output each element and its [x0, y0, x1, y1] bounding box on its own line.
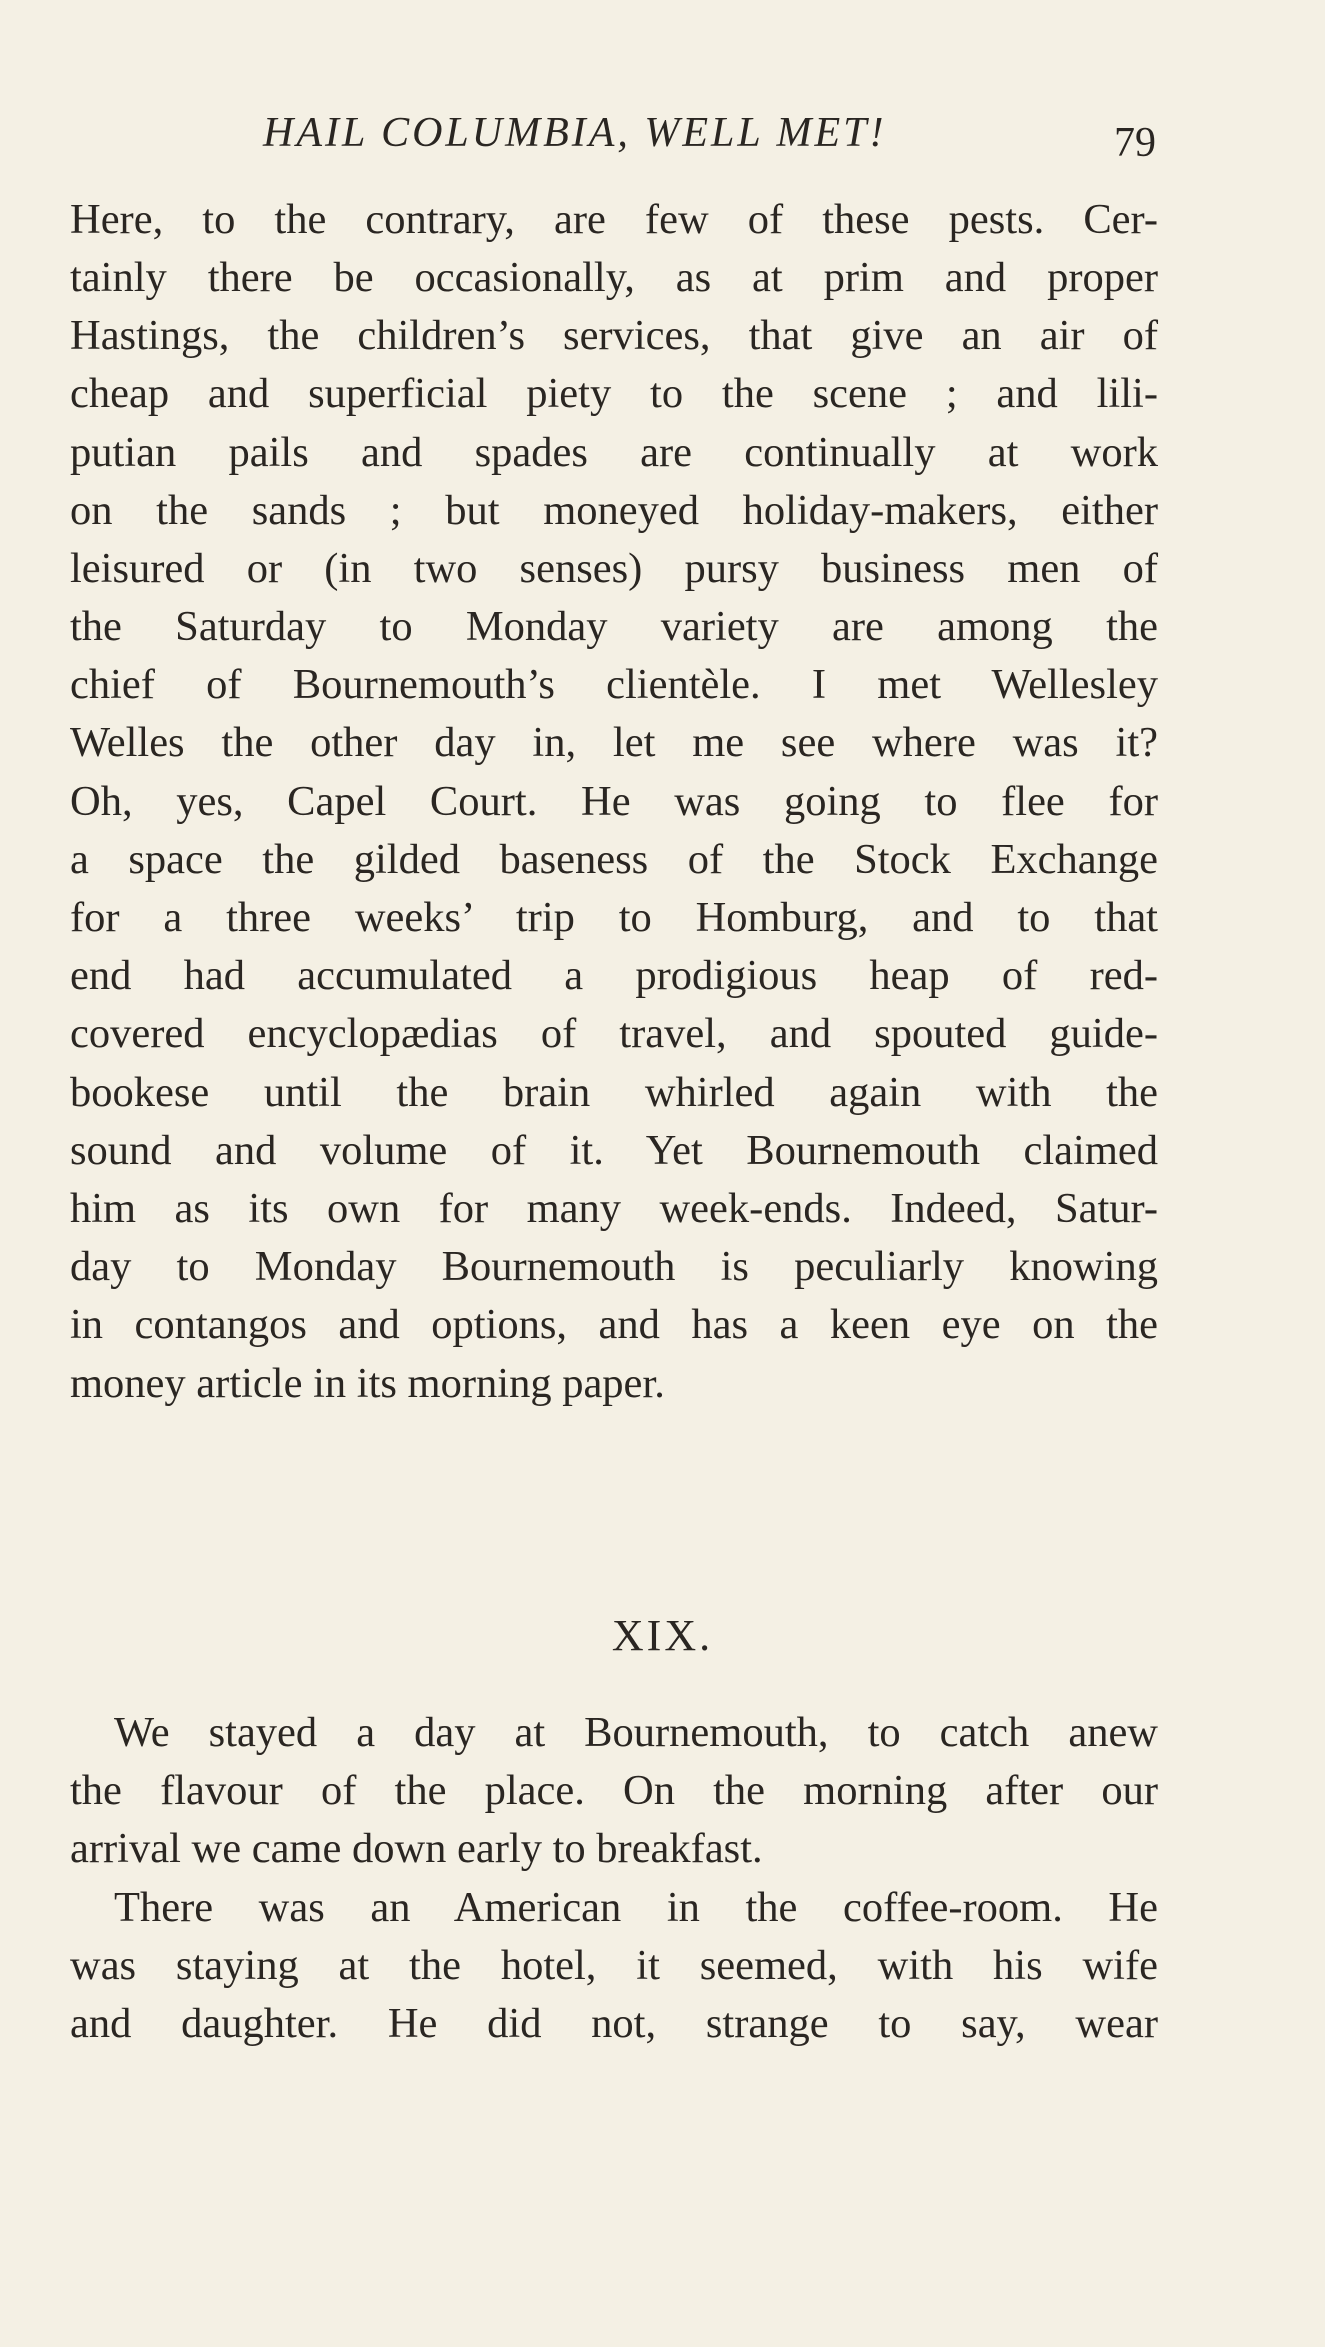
text-line: end had accumulated a prodigious heap of red-	[70, 952, 1158, 999]
running-head-title: HAIL COLUMBIA, WELL MET!	[263, 110, 887, 156]
text-line: covered encyclopædias of travel, and spouted guide-	[70, 1010, 1158, 1057]
text-line: day to Monday Bournemouth is peculiarly knowing	[70, 1243, 1158, 1290]
text-line: the Saturday to Monday variety are among the	[70, 603, 1158, 650]
text-line: Hastings, the children’s services, that give an air of	[70, 312, 1158, 359]
text-line: arrival we came down early to breakfast.	[70, 1825, 763, 1872]
page-number: 79	[1114, 120, 1156, 166]
text-line: leisured or (in two senses) pursy business men of	[70, 545, 1158, 592]
section-heading: XIX.	[611, 1611, 714, 1660]
text-line: was staying at the hotel, it seemed, with his wife	[70, 1942, 1158, 1989]
text-line: Oh, yes, Capel Court. He was going to flee for	[70, 778, 1158, 825]
text-line: him as its own for many week-ends. Indeed, Satur-	[70, 1185, 1158, 1232]
text-line: in contangos and options, and has a keen eye on the	[70, 1301, 1158, 1348]
text-line: Welles the other day in, let me see where was it?	[70, 719, 1158, 766]
text-line: Here, to the contrary, are few of these pests. Cer-	[70, 196, 1158, 243]
text-line: for a three weeks’ trip to Homburg, and to that	[70, 894, 1158, 941]
text-line: the flavour of the place. On the morning after our	[70, 1767, 1158, 1814]
text-line: cheap and superficial piety to the scene ; and lili-	[70, 370, 1158, 417]
text-line: sound and volume of it. Yet Bournemouth claimed	[70, 1127, 1158, 1174]
text-line: on the sands ; but moneyed holiday-makers, either	[70, 487, 1158, 534]
text-line: chief of Bournemouth’s clientèle. I met Wellesley	[70, 661, 1158, 708]
text-line: and daughter. He did not, strange to say, wear	[70, 2000, 1158, 2047]
text-line: bookese until the brain whirled again with the	[70, 1069, 1158, 1116]
text-line: We stayed a day at Bournemouth, to catch anew	[114, 1709, 1158, 1756]
text-line: a space the gilded baseness of the Stock Exchange	[70, 836, 1158, 883]
text-line: putian pails and spades are continually at work	[70, 429, 1158, 476]
text-line: tainly there be occasionally, as at prim and proper	[70, 254, 1158, 301]
text-line: There was an American in the coffee-room. He	[114, 1884, 1158, 1931]
text-line: money article in its morning paper.	[70, 1360, 665, 1407]
